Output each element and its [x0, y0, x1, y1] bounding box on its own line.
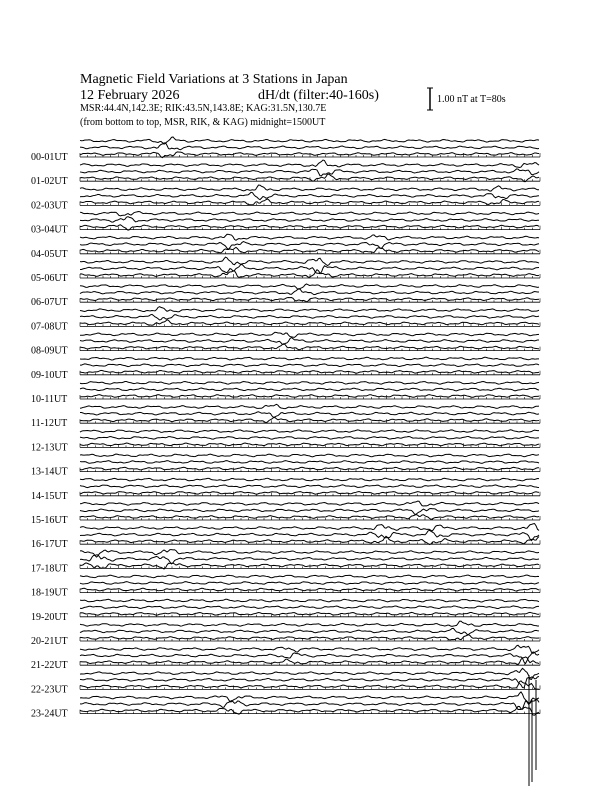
trace-RIK	[80, 217, 539, 222]
hour-label: 09-10UT	[31, 369, 68, 381]
trace-KAG	[80, 234, 539, 240]
trace-RIK	[80, 388, 539, 391]
trace-MSR	[80, 395, 539, 398]
hour-label: 02-03UT	[31, 200, 68, 212]
trace-RIK	[80, 143, 539, 150]
trace-MSR	[80, 370, 539, 373]
trace-RIK	[80, 509, 539, 515]
hour-row-18-19UT	[31, 575, 540, 599]
trace-RIK	[80, 436, 539, 439]
hour-label: 03-04UT	[31, 224, 68, 236]
hour-label: 23-24UT	[31, 708, 68, 720]
hour-label: 19-20UT	[31, 611, 68, 623]
trace-KAG	[80, 430, 539, 433]
trace-RIK	[80, 412, 539, 418]
trace-RIK	[80, 582, 539, 585]
hour-row-13-14UT	[31, 454, 540, 478]
trace-KAG	[80, 645, 539, 653]
trace-MSR	[80, 657, 539, 665]
trace-MSR	[80, 443, 539, 446]
hour-label: 22-23UT	[31, 684, 68, 696]
trace-KAG	[80, 621, 539, 626]
chart-title: Magnetic Field Variations at 3 Stations in Japan	[80, 72, 348, 87]
trace-KAG	[80, 404, 539, 408]
trace-RIK	[80, 606, 539, 609]
hour-label: 06-07UT	[31, 297, 68, 309]
trace-KAG	[80, 668, 539, 679]
hour-label: 12-13UT	[31, 442, 68, 454]
trace-KAG	[80, 575, 539, 578]
hour-row-09-10UT	[31, 357, 540, 381]
trace-RIK	[80, 192, 539, 199]
chart-filter: dH/dt (filter:40-160s)	[258, 88, 379, 103]
hour-label: 00-01UT	[31, 152, 68, 163]
hour-row-15-16UT	[31, 501, 540, 526]
trace-KAG	[80, 478, 539, 481]
hour-label: 10-11UT	[31, 394, 68, 405]
hour-row-10-11UT	[31, 381, 540, 405]
trace-RIK	[80, 364, 539, 367]
hour-label: 13-14UT	[31, 466, 68, 478]
trace-KAG	[80, 381, 539, 384]
hour-label: 11-12UT	[31, 418, 68, 430]
hour-row-11-12UT	[31, 404, 540, 429]
hour-row-00-01UT	[31, 137, 540, 163]
trace-KAG	[80, 357, 539, 360]
hour-row-23-24UT	[31, 692, 540, 720]
trace-KAG	[80, 257, 539, 266]
hour-label: 04-05UT	[31, 248, 68, 260]
trace-RIK	[80, 169, 539, 176]
hour-row-17-18UT	[31, 550, 540, 575]
trace-RIK	[80, 628, 539, 634]
hour-row-01-02UT	[31, 160, 540, 187]
chart-date: 12 February 2026	[80, 88, 180, 103]
trace-KAG	[80, 211, 539, 215]
hour-label: 16-17UT	[31, 539, 68, 551]
hour-label: 15-16UT	[31, 515, 68, 526]
hour-label: 17-18UT	[31, 563, 68, 575]
trace-RIK	[80, 264, 539, 273]
hour-row-05-06UT	[31, 257, 540, 284]
hour-row-03-04UT	[31, 211, 540, 235]
trace-RIK	[80, 700, 539, 710]
hour-label: 21-22UT	[31, 660, 68, 672]
trace-RIK	[80, 461, 539, 464]
trace-RIK	[80, 242, 539, 250]
trace-KAG	[80, 524, 539, 531]
trace-RIK	[80, 314, 539, 320]
hour-label: 08-09UT	[31, 345, 68, 357]
hour-row-20-21UT	[31, 621, 540, 647]
hour-row-04-05UT	[31, 234, 540, 259]
scale-bar-label: 1.00 nT at T=80s	[437, 94, 506, 105]
hour-label: 20-21UT	[31, 636, 68, 647]
trace-MSR	[80, 467, 539, 470]
hour-row-12-13UT	[31, 430, 540, 454]
hour-label: 14-15UT	[31, 490, 68, 502]
hour-row-06-07UT	[31, 284, 540, 308]
trace-RIK	[80, 485, 539, 488]
trace-KAG	[80, 160, 539, 167]
hour-label: 01-02UT	[31, 176, 68, 188]
trace-KAG	[80, 185, 539, 191]
station-coordinates: MSR:44.4N,142.3E; RIK:43.5N,143.8E; KAG:31.5N,130.7E	[80, 103, 327, 114]
hour-label: 18-19UT	[31, 587, 68, 599]
row-ticks	[80, 637, 540, 641]
hour-label: 07-08UT	[31, 321, 68, 333]
hour-row-08-09UT	[31, 332, 540, 356]
trace-RIK	[80, 530, 539, 540]
trace-MSR	[80, 612, 539, 615]
trace-KAG	[80, 332, 539, 337]
scale-bar	[427, 88, 433, 110]
hour-row-19-20UT	[31, 599, 540, 623]
trace-RIK	[80, 555, 539, 564]
trace-MSR	[80, 491, 539, 494]
trace-KAG	[80, 307, 539, 312]
hour-label: 05-06UT	[31, 273, 68, 284]
trace-MSR	[80, 588, 539, 591]
trace-KAG	[80, 550, 539, 557]
large-deflection-lines	[529, 675, 536, 786]
hour-row-14-15UT	[31, 478, 540, 502]
trace-KAG	[80, 137, 539, 144]
hour-row-07-08UT	[31, 307, 540, 333]
hour-row-16-17UT	[31, 524, 540, 551]
trace-KAG	[80, 454, 539, 457]
trace-RIK	[80, 289, 539, 295]
hour-row-21-22UT	[31, 645, 540, 671]
trace-KAG	[80, 692, 539, 703]
trace-order-note: (from bottom to top, MSR, RIK, & KAG) midnight=1500UT	[80, 117, 326, 128]
trace-KAG	[80, 599, 539, 602]
trace-RIK	[80, 337, 539, 344]
hour-row-02-03UT	[31, 185, 540, 211]
trace-KAG	[80, 284, 539, 289]
trace-KAG	[80, 501, 539, 506]
hour-row-22-23UT	[31, 668, 540, 695]
